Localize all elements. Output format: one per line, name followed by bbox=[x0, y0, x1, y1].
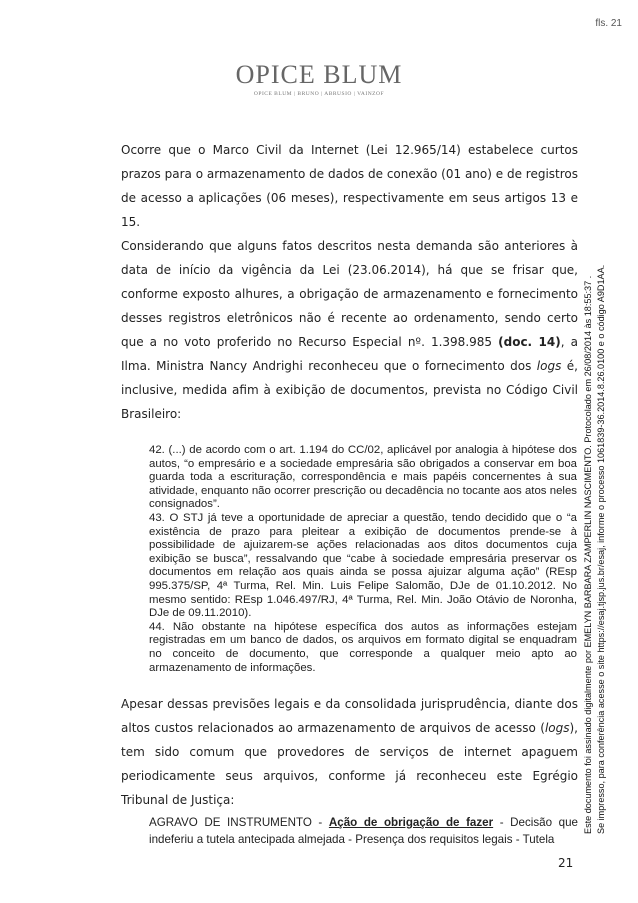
case-rest: - Decisão que indeferiu a tutela antecipada almejada - Presença dos requisitos legais - Tutela bbox=[149, 816, 579, 846]
quote-item-42: 42. (...) de acordo com o art. 1.194 do CC/02, aplicável por analogia à hipótese dos autos, “o empresário e a sociedade empresária são obrigados a conservar em boa guarda toda a escrituração, correspondência e mais papéis concernentes à sua atividade, enquanto não ocorrer prescrição ou decadência no tocante aos atos neles consignados”. bbox=[149, 444, 577, 511]
p2-after: é, inclusive, medida afim à exibição de documentos, prevista no Código Civil Brasileiro: bbox=[121, 359, 578, 421]
case-excerpt-text bbox=[149, 814, 578, 848]
logo-name: OPICE BLUM bbox=[235, 60, 403, 89]
quote-item-43: 43. O STJ já teve a oportunidade de apreciar a questão, tendo decidido que o “a existência de prazo para pleitear a exibição de documentos prende-se à possibilidade de ajuizarem-se ações relacionadas aos ditos documentos cuja exibição se busca”, ressalvando que “cabe à sociedade empresária preservar os documentos em relação aos quais ainda se possa ajuizar alguma ação” (REsp 995.375/SP, 4ª Turma, Rel. Min. Luis Felipe Salomão, DJe de 01.10.2012. No mesmo sentido: REsp 1.046.497/RJ, 4ª Turma, Rel. Min. João Otávio de Noronha, DJe de 09.11.2010). bbox=[149, 511, 577, 620]
page-number: 21 bbox=[558, 856, 574, 870]
case-emphasis: Ação de obrigação de fazer bbox=[328, 816, 494, 829]
paragraph-3-text bbox=[121, 692, 578, 812]
p3-after: ), tem sido comum que provedores de serviços de internet apaguem periodicamente seus arquivos, conforme já reconheceu este Egrégio Tribunal de Justiça: bbox=[121, 721, 578, 807]
paragraph-2 bbox=[121, 234, 578, 426]
case-prefix: AGRAVO DE INSTRUMENTO - bbox=[149, 816, 329, 829]
page-reference: fls. 21 bbox=[595, 18, 622, 29]
paragraph-3 bbox=[121, 692, 578, 812]
doc-reference: (doc. 14) bbox=[498, 335, 561, 349]
case-excerpt bbox=[149, 814, 578, 848]
digital-signature-note bbox=[582, 34, 608, 834]
paragraph-2-text bbox=[121, 234, 578, 426]
logo-partners: OPICE BLUM | BRUNO | ABRUSIO | VAINZOF bbox=[253, 91, 385, 97]
p2-middle: , a Ilma. Ministra Nancy Andrighi reconheceu que o fornecimento dos bbox=[121, 335, 578, 373]
signature-line-1: Este documento foi assinado digitalmente por EMELYN BARBARA ZAMPERLIN NASCIMENTO. Protocolado em 26/08/2014 às 18:55:37 . bbox=[583, 275, 593, 834]
logs-term: logs bbox=[544, 721, 570, 735]
firm-logo bbox=[0, 62, 638, 97]
paragraph-1 bbox=[121, 138, 578, 234]
quote-item-44: 44. Não obstante na hipótese específica dos autos as informações estejam registradas em um banco de dados, os arquivos em formato digital se enquadram no conceito de documento, que corresponde a qualquer meio apto ao armazenamento de informações. bbox=[149, 620, 577, 674]
signature-line-2: Se impresso, para conferência acesse o site https://esaj.tjsp.jus.br/esaj, informe o processo 1061839-36.2014.8.26.0100 e o código A9D1AA. bbox=[596, 264, 606, 834]
block-quote bbox=[149, 444, 577, 675]
p3-before: Apesar dessas previsões legais e da consolidada jurisprudência, diante dos altos custos relacionados ao armazenamento de arquivos de acesso ( bbox=[121, 697, 578, 735]
p2-before-doc: Considerando que alguns fatos descritos nesta demanda são anteriores à data de início da vigência da Lei (23.06.2014), há que se frisar que, conforme exposto alhures, a obrigação de armazenamento e fornecimento desses registros eletrônicos não é recente ao ordenamento, sendo certo que a no voto proferido no Recurso Especial nº. 1.398.985 bbox=[121, 239, 578, 349]
paragraph-1-text: Ocorre que o Marco Civil da Internet (Lei 12.965/14) estabelece curtos prazos para o armazenamento de dados de conexão (01 ano) e de registros de acesso a aplicações (06 meses), respectivamente em seus artigos 13 e 15. bbox=[121, 143, 578, 229]
logs-term: logs bbox=[536, 359, 562, 373]
